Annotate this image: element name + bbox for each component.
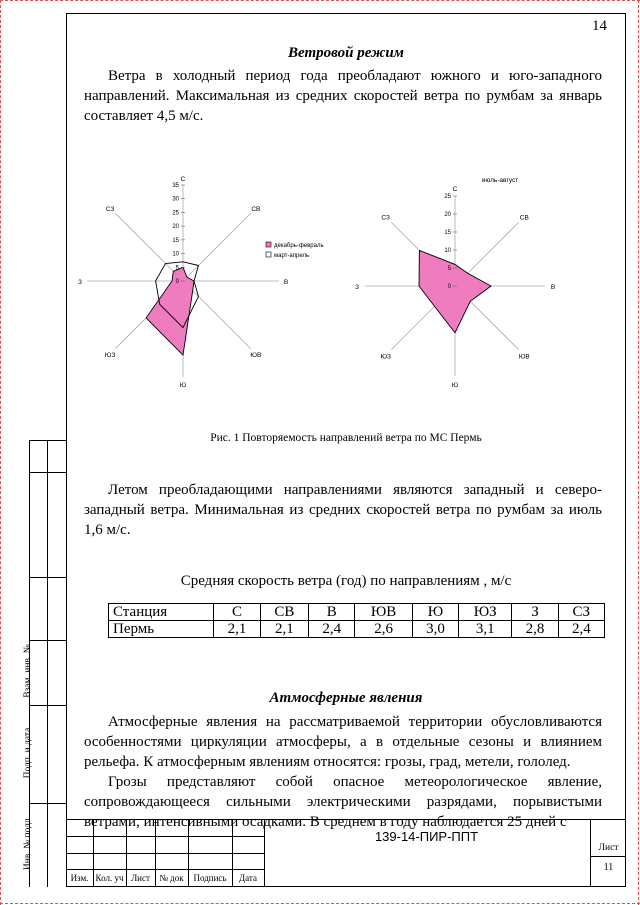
stamp-podp: Подп. и дата [23,727,33,779]
table-cell: 2,1 [214,621,260,638]
tick-label: 0 [447,284,451,290]
direction-label: З [355,284,359,291]
direction-label: ЮВ [250,351,262,359]
legend-label: март-апрель [274,253,310,259]
side-stamp-divider [29,577,66,578]
tb-col-label: Подпись [193,873,227,883]
tb-col-label: Лист [131,873,150,883]
wind-rose-winter-chart [78,168,352,390]
paragraph-atmospheric-2: Грозы представляют собой опасное метеорологическое явление, сопровождающееся сильными электрическими разрядами, порывистыми ветрами, интенсивными осадками. В среднем в году наблюдается 25 дней с [84,774,602,830]
table-cell: 2,4 [309,621,355,638]
tick-label: 20 [172,224,179,231]
paragraph-wind: Ветра в холодный период года преобладают южного и юго-западного направлений. Максимальная из средних скоростей ветра по румбам за январь составляет 4,5 м/с. [84,68,602,124]
table-cell: Ю [412,604,458,621]
stamp-vzam: Взам. инв. № [23,644,33,698]
title-block-col [590,819,591,887]
table-cell: 2,6 [355,621,412,638]
legend-swatch [266,242,271,247]
table-cell: С [214,604,260,621]
tick-label: 15 [444,230,451,236]
direction-label: С [180,176,186,183]
side-stamp-divider [29,705,66,706]
sheet-number: 11 [603,862,614,873]
wind-rose-summer-chart [355,168,556,390]
direction-label: В [283,279,289,286]
table-cell: 2,1 [260,621,308,638]
direction-label: З [78,279,82,286]
direction-label: ЮЗ [104,351,116,359]
title-block-top-border [66,819,626,820]
tb-col-label: Дата [239,873,257,883]
table-cell: СВ [260,604,308,621]
side-stamp-line [47,440,48,887]
axis-line [183,213,251,281]
title-block-row [66,836,264,837]
tick-label: 15 [172,237,179,244]
direction-label: СВ [251,206,261,214]
tick-label: 25 [172,210,179,217]
direction-label: В [550,284,556,291]
chart-title: июль-август [481,177,519,184]
table-cell: СЗ [558,604,604,621]
paragraph-atmospheric-1: Атмосферные явления на рассматриваемой территории обусловливаются особенностями циркуляции атмосферы, а в отдельные сезоны и влиянием рельефа. К атмосферным явлениям относятся: грозы, град, метели, гололед. [84,714,602,770]
axis-line [183,281,251,349]
title-block-row [66,869,264,870]
table-cell: 2,4 [558,621,604,638]
direction-label: ЮЗ [380,353,391,361]
table-cell: 3,0 [412,621,458,638]
side-stamp-divider [29,640,66,641]
direction-label: Ю [451,382,459,389]
heading-wind: Ветровой режим [288,45,404,61]
tick-label: 0 [175,279,179,285]
document-code: 139-14-ПИР-ППТ [374,829,479,844]
table-cell: Станция [109,604,214,621]
tb-col-label: № док [159,873,184,883]
direction-label: СВ [519,214,529,222]
page-number: 14 [592,18,607,34]
direction-label: СЗ [105,206,115,214]
series-polygon [146,267,194,355]
table-cell: ЮЗ [459,604,512,621]
tick-label: 5 [175,265,179,272]
table-header-row [109,604,605,621]
heading-atmospheric: Атмосферные явления [269,690,423,706]
tb-col-label: Кол. уч [95,873,124,883]
direction-label: С [452,186,458,193]
table-cell: 2,8 [512,621,558,638]
wind-speed-table [108,603,605,638]
direction-label: ЮВ [518,353,530,361]
figure-caption: Рис. 1 Повторяемость направлений ветра по МС Пермь [210,432,482,444]
table-cell: Пермь [109,621,214,638]
table-title: Средняя скорость ветра (год) по направлениям , м/с [180,573,512,589]
page-border-right [638,0,639,905]
table-cell: В [309,604,355,621]
table-cell: З [512,604,558,621]
sheet-label: Лист [598,843,619,853]
legend-swatch [266,252,271,257]
direction-label: Ю [179,382,187,389]
title-block-row [66,853,264,854]
legend-label: декабрь-февраль [274,243,324,249]
side-stamp-divider [29,472,66,473]
tick-label: 25 [444,194,451,200]
side-stamp-divider [29,440,66,441]
tick-label: 10 [172,251,179,258]
page-border-left [0,0,1,905]
side-stamp-divider [29,803,66,804]
direction-label: СЗ [381,214,390,222]
tick-label: 5 [447,266,451,272]
page-border-bottom [0,903,640,904]
tb-col-label: Изм. [70,873,89,883]
paragraph-summer: Летом преобладающими направлениями являются западный и северо-западный ветра. Минимальная из средних скоростей ветра по румбам за июль 1,6 м/с. [84,482,602,538]
tick-label: 30 [172,196,179,203]
sheet-divider [590,856,626,857]
table-cell: 3,1 [459,621,512,638]
stamp-inv: Инв. № подл. [23,815,33,871]
table-cell: ЮВ [355,604,412,621]
tick-label: 10 [444,248,451,254]
table-row [109,621,605,638]
tick-label: 35 [172,183,179,189]
tick-label: 20 [444,212,451,218]
page-border-top [0,0,640,1]
